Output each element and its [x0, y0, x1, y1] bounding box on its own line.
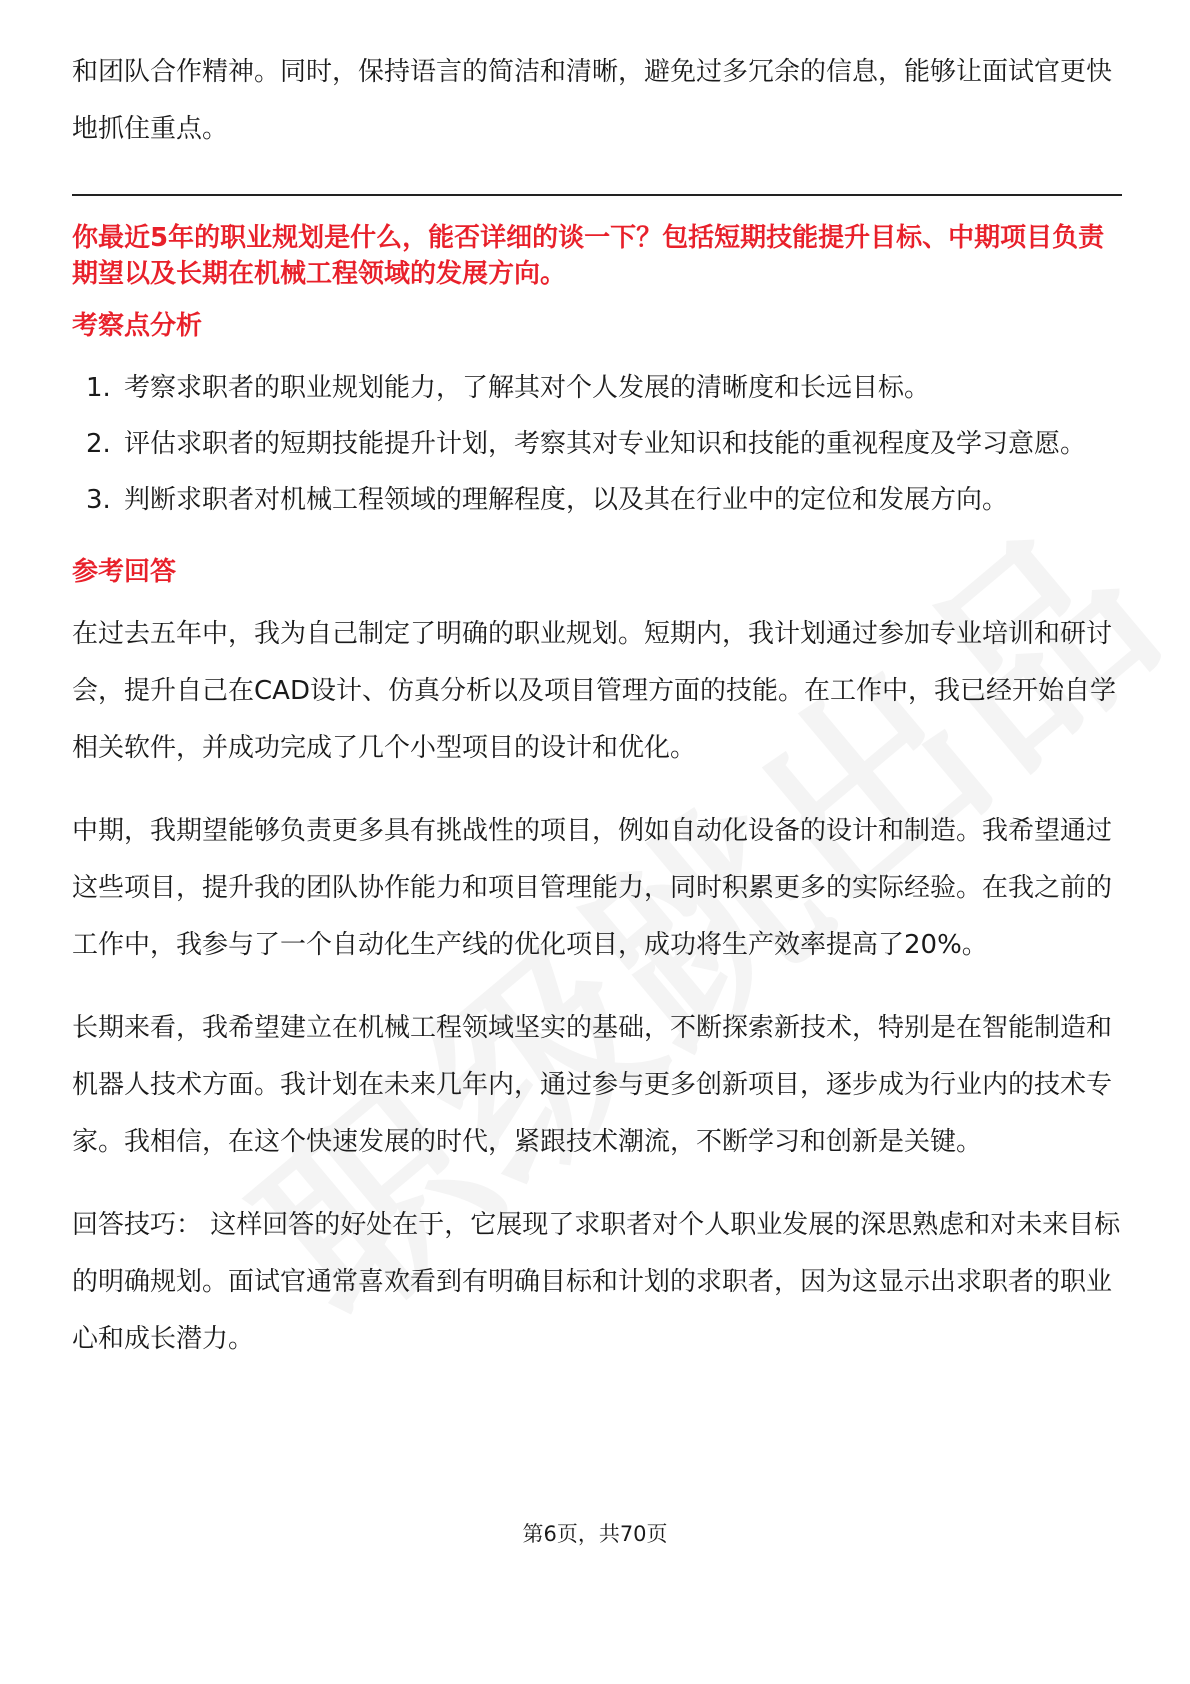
- point-text: 考察求职者的职业规划能力，了解其对个人发展的清晰度和长远目标。: [124, 373, 931, 403]
- point-text: 评估求职者的短期技能提升计划，考察其对专业知识和技能的重视程度及学习意愿。: [124, 429, 1087, 459]
- intro-paragraph: 和团队合作精神。同时，保持语言的简洁和清晰，避免过多冗余的信息，能够让面试官更快地抓住重点。: [72, 57, 1113, 144]
- question-heading: 你最近5年的职业规划是什么，能否详细的谈一下？包括短期技能提升目标、中期项目负责期望以及长期在机械工程领域的发展方向。: [72, 223, 1105, 289]
- analysis-points: [72, 360, 1122, 528]
- document-page: [72, 44, 1122, 1368]
- tips-paragraph: 回答技巧： 这样回答的好处在于，它展现了求职者对个人职业发展的深思熟虑和对未来目标的明确规划。面试官通常喜欢看到有明确目标和计划的求职者，因为这显示出求职者的职业心和成长潜力。: [72, 1210, 1121, 1354]
- answer-paragraph: 在过去五年中，我为自己制定了明确的职业规划。短期内，我计划通过参加专业培训和研讨会，提升自己在CAD设计、仿真分析以及项目管理方面的技能。在工作中，我已经开始自学相关软件，并成功完成了几个小型项目的设计和优化。: [72, 619, 1116, 763]
- analysis-title: 考察点分析: [72, 311, 203, 341]
- analysis-point: [72, 360, 1122, 416]
- answer-paragraph: 中期，我期望能够负责更多具有挑战性的项目，例如自动化设备的设计和制造。我希望通过这些项目，提升我的团队协作能力和项目管理能力，同时积累更多的实际经验。在我之前的工作中，我参与了一个自动化生产线的优化项目，成功将生产效率提高了20%。: [72, 816, 1113, 960]
- section-divider: [72, 194, 1122, 196]
- point-text: 判断求职者对机械工程领域的理解程度，以及其在行业中的定位和发展方向。: [124, 485, 1009, 515]
- point-number: 2.: [86, 429, 111, 459]
- analysis-point: [72, 472, 1122, 528]
- answer-title: 参考回答: [72, 557, 177, 587]
- point-number: 1.: [86, 373, 111, 403]
- answer-paragraph: 长期来看，我希望建立在机械工程领域坚实的基础，不断探索新技术，特别是在智能制造和机器人技术方面。我计划在未来几年内，通过参与更多创新项目，逐步成为行业内的技术专家。我相信，在这个快速发展的时代，紧跟技术潮流，不断学习和创新是关键。: [72, 1013, 1113, 1157]
- analysis-point: [72, 416, 1122, 472]
- page-footer: 第6页，共70页: [522, 1522, 668, 1546]
- point-number: 3.: [86, 485, 111, 515]
